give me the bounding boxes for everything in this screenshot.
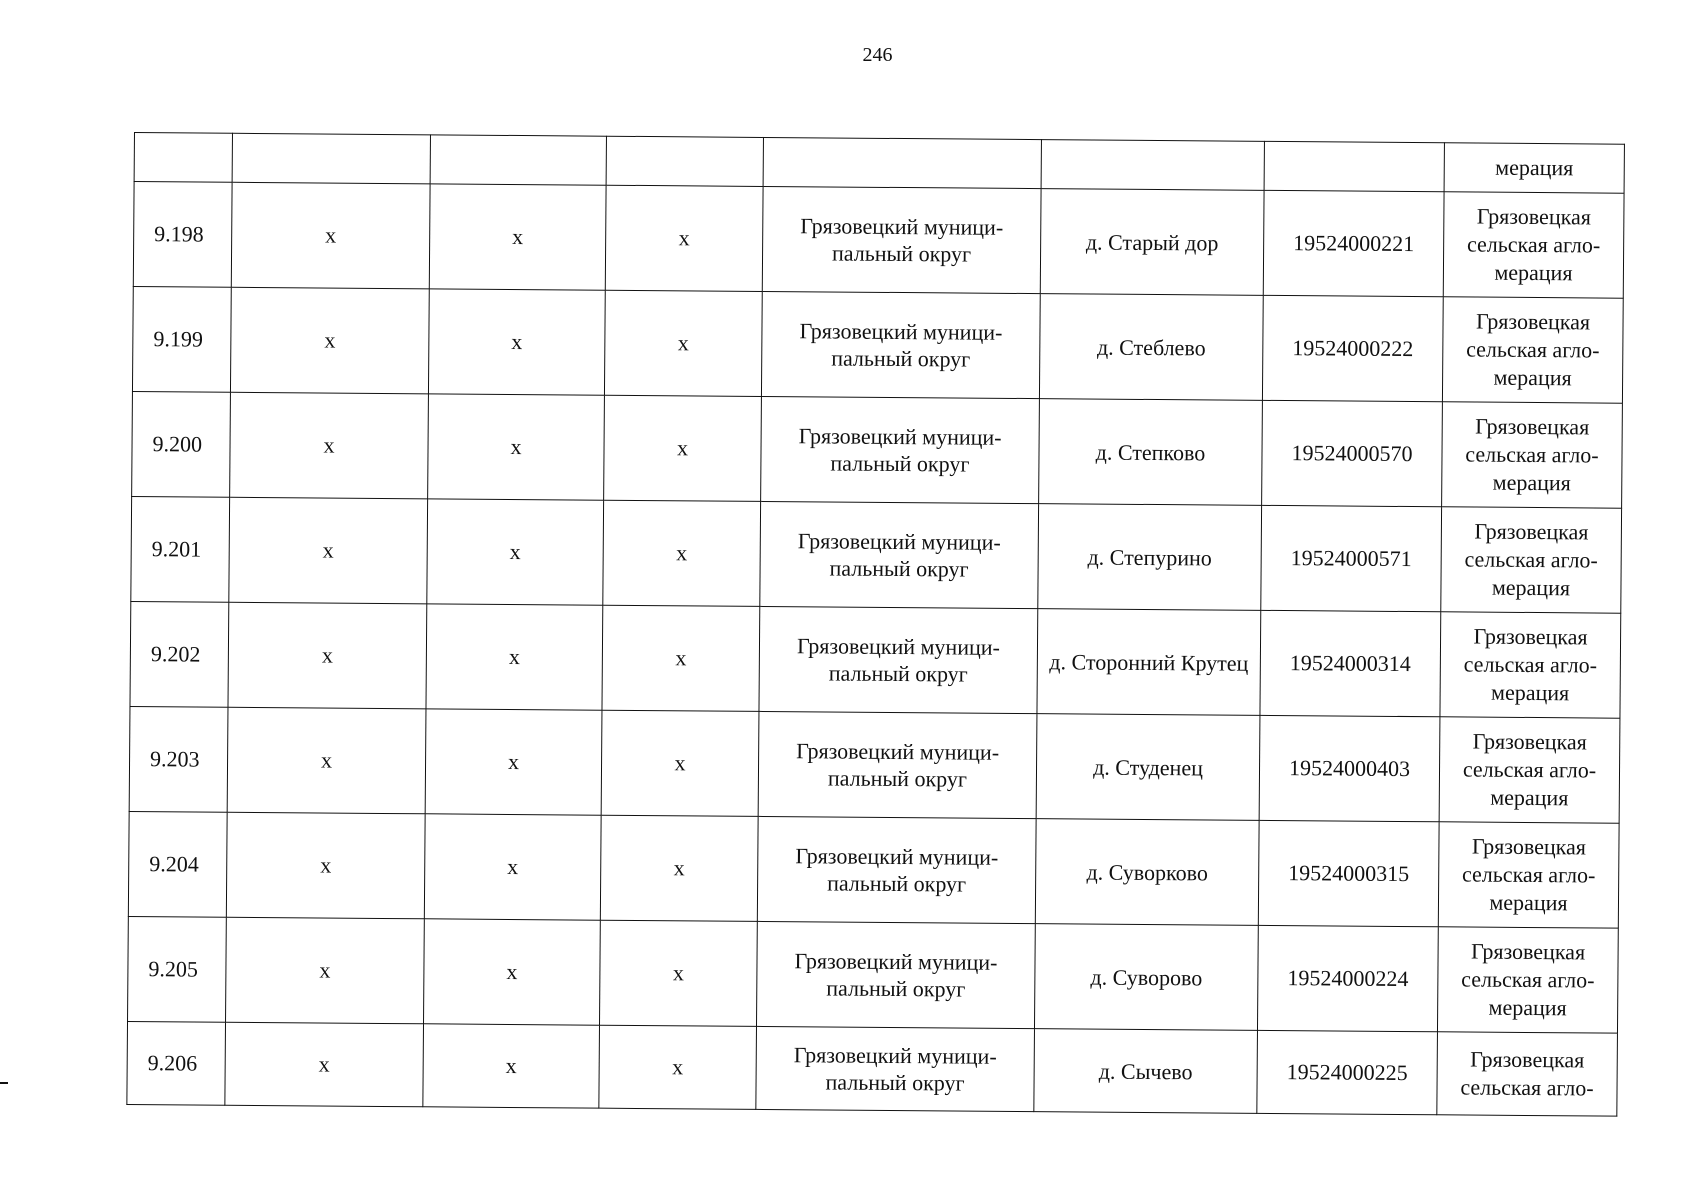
cell-mark: х bbox=[227, 707, 426, 814]
district-cell: Грязовецкий муници-пальный округ bbox=[756, 1026, 1035, 1111]
cell-empty bbox=[134, 133, 232, 183]
table-row bbox=[132, 286, 1623, 403]
cell-mark: х bbox=[225, 1022, 424, 1107]
row-number-cell: 9.198 bbox=[133, 182, 232, 288]
cell-mark: х bbox=[426, 604, 603, 710]
agglomeration-cell: Грязовецкая сельская агло-мерация bbox=[1438, 822, 1619, 928]
cell-mark: х bbox=[424, 919, 601, 1025]
cell-mark: х bbox=[228, 602, 427, 709]
agglomeration-cell: Грязовецкая сельская агло-мерация bbox=[1440, 612, 1621, 718]
cell-mark: х bbox=[605, 185, 763, 291]
cell-mark: х bbox=[599, 1025, 757, 1109]
cell-mark: х bbox=[226, 917, 425, 1024]
agglomeration-cell: Грязовецкая сельская агло- bbox=[1437, 1032, 1618, 1116]
cell-mark: х bbox=[429, 184, 606, 290]
district-cell: Грязовецкий муници-пальный округ bbox=[760, 501, 1039, 608]
oktmo-code-cell: 19524000221 bbox=[1263, 190, 1444, 296]
cell-mark: х bbox=[599, 920, 757, 1026]
oktmo-code-cell: 19524000570 bbox=[1262, 400, 1443, 506]
table-row bbox=[131, 496, 1622, 613]
oktmo-code-cell: 19524000314 bbox=[1260, 610, 1441, 716]
table-row bbox=[129, 706, 1620, 823]
table-row bbox=[133, 182, 1624, 299]
cell-mark: х bbox=[230, 392, 429, 499]
settlement-cell: д. Суворково bbox=[1035, 819, 1259, 926]
settlement-cell: д. Сторонний Крутец bbox=[1037, 609, 1261, 716]
cell-mark: х bbox=[600, 815, 758, 921]
oktmo-code-cell: 19524000403 bbox=[1259, 715, 1440, 821]
cell-empty bbox=[1264, 141, 1444, 191]
cell-empty bbox=[763, 137, 1041, 188]
row-number-cell: 9.202 bbox=[130, 601, 229, 707]
cell-mark: х bbox=[604, 395, 762, 501]
row-number-cell: 9.204 bbox=[128, 811, 227, 917]
table-row bbox=[128, 811, 1619, 928]
cell-empty bbox=[606, 136, 763, 186]
cell-mark: х bbox=[602, 605, 760, 711]
settlement-cell: д. Степково bbox=[1039, 399, 1263, 506]
margin-mark bbox=[0, 1082, 8, 1084]
cell-mark: х bbox=[603, 500, 761, 606]
cell-mark: х bbox=[425, 709, 602, 815]
cell-mark: х bbox=[604, 290, 762, 396]
table-row bbox=[127, 1021, 1618, 1116]
agglomeration-cell: Грязовецкая сельская агло-мерация bbox=[1443, 192, 1624, 298]
cell-mark: х bbox=[428, 289, 605, 395]
row-number-cell: 9.200 bbox=[132, 391, 231, 497]
row-number-cell: 9.201 bbox=[131, 496, 230, 602]
cell-empty bbox=[232, 133, 430, 184]
district-cell: Грязовецкий муници-пальный округ bbox=[759, 606, 1038, 713]
oktmo-code-cell: 19524000315 bbox=[1258, 820, 1439, 926]
district-cell: Грязовецкий муници-пальный округ bbox=[761, 291, 1040, 398]
cell-mark: х bbox=[423, 1024, 600, 1108]
district-cell: Грязовецкий муници-пальный округ bbox=[756, 921, 1035, 1028]
oktmo-code-cell: 19524000224 bbox=[1257, 925, 1438, 1031]
cell-mark: х bbox=[424, 814, 601, 920]
row-number-cell: 9.203 bbox=[129, 706, 228, 812]
agglomeration-cell: Грязовецкая сельская агло-мерация bbox=[1441, 507, 1622, 613]
cell-empty bbox=[1041, 140, 1264, 191]
oktmo-code-cell: 19524000225 bbox=[1257, 1030, 1438, 1114]
settlement-cell: д. Степурино bbox=[1038, 504, 1262, 611]
district-cell: Грязовецкий муници-пальный округ bbox=[758, 711, 1037, 818]
row-number-cell: 9.199 bbox=[132, 286, 231, 392]
cell-mark: х bbox=[231, 182, 430, 289]
table-body bbox=[127, 133, 1625, 1117]
page-number: 246 bbox=[862, 44, 893, 66]
settlement-cell: д. Сычево bbox=[1034, 1029, 1258, 1114]
cell-mark: х bbox=[427, 499, 604, 605]
agglomeration-cell: Грязовецкая сельская агло-мерация bbox=[1439, 717, 1620, 823]
agglomeration-cell: мерация bbox=[1444, 143, 1624, 193]
cell-mark: х bbox=[428, 394, 605, 500]
district-cell: Грязовецкий муници-пальный округ bbox=[757, 816, 1036, 923]
settlement-cell: д. Стеблево bbox=[1039, 294, 1263, 401]
row-number-cell: 9.205 bbox=[128, 916, 227, 1022]
cell-mark: х bbox=[601, 710, 759, 816]
cell-mark: х bbox=[229, 497, 428, 604]
agglomeration-cell: Грязовецкая сельская агло-мерация bbox=[1442, 297, 1623, 403]
agglomeration-cell: Грязовецкая сельская агло-мерация bbox=[1437, 927, 1618, 1033]
row-number-cell: 9.206 bbox=[127, 1021, 226, 1105]
cell-empty bbox=[430, 135, 606, 185]
settlement-cell: д. Старый дор bbox=[1040, 189, 1264, 296]
district-cell: Грязовецкий муници-пальный округ bbox=[762, 186, 1041, 293]
cell-mark: х bbox=[230, 287, 429, 394]
oktmo-code-cell: 19524000222 bbox=[1262, 295, 1443, 401]
district-cell: Грязовецкий муници-пальный округ bbox=[761, 396, 1040, 503]
oktmo-code-cell: 19524000571 bbox=[1261, 505, 1442, 611]
cell-mark: х bbox=[226, 812, 425, 919]
settlement-cell: д. Студенец bbox=[1036, 714, 1260, 821]
settlements-table bbox=[126, 132, 1625, 1117]
table-row bbox=[128, 916, 1619, 1033]
table-row bbox=[130, 601, 1621, 718]
settlement-cell: д. Суворово bbox=[1034, 924, 1258, 1031]
table-sheet bbox=[126, 132, 1625, 1117]
table-row bbox=[132, 391, 1623, 508]
agglomeration-cell: Грязовецкая сельская агло-мерация bbox=[1442, 402, 1623, 508]
